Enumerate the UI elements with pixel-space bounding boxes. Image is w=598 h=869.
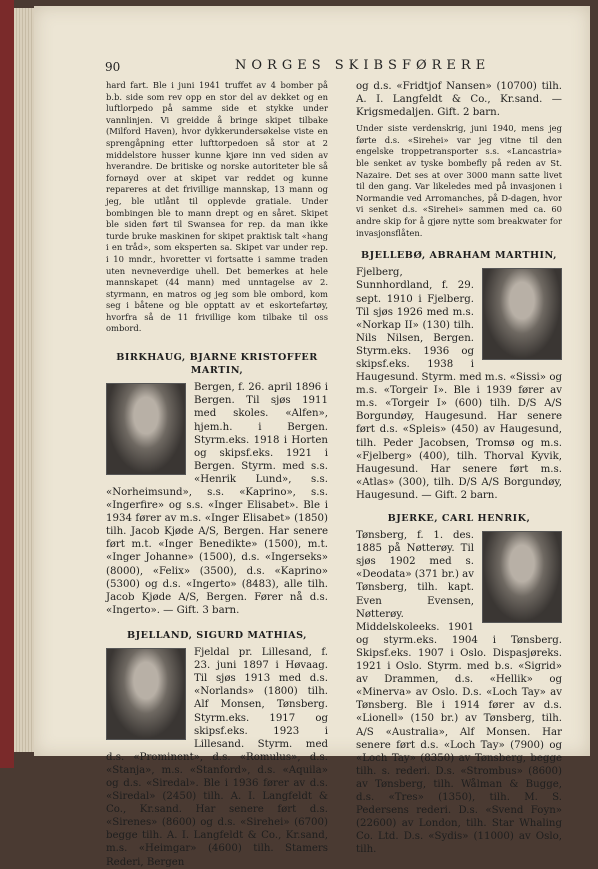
entry-heading-bjelland: BJELLAND, SIGURD MATHIAS, xyxy=(126,629,308,641)
portrait-bjelland-photo xyxy=(106,648,186,740)
entry-bjellebo xyxy=(356,266,562,502)
wartime-note: Under siste verdenskrig, juni 1940, mens jeg førte d.s. «Sirehei» var jeg vitne til den engelske troppetransporter s.s. «Lancastria» ble senket av tyske bombefly på reden av St. Nazaire. Det ses at over 3000 mann satte livet til den gang. Var likeledes med på invasjonen i Normandie ved Arromanches, på D-dagen, hvor vi senket d.s. «Sirehei» sammen med ca. 60 andre skip for å gjøre nytte som breakwater for invasjonsflåten. xyxy=(356,123,562,238)
portrait-bjerke-photo xyxy=(482,531,562,623)
book-spine xyxy=(0,0,14,768)
entry-bjerke xyxy=(356,529,562,856)
entry-heading-birkhaug: BIRKHAUG, BJARNE KRISTOFFER MARTIN, xyxy=(116,352,318,377)
entry-text-bjellebo: Fjelberg, Sunnhordland, f. 29. sept. 1910 i Fjelberg. Til sjøs 1926 med m.s. «Norkap II» (130) tilh. Nils Nilsen, Bergen. Styrm.eks. 1936 og skipsf.eks. 1938 i Haugesund. Styrm. med m.s. «Sissi» og m.s. «Torgeir I». Ble i 1939 fører av m.s. «Torgeir I» (600) tilh. D/S A/S Borgundøy, Haugesund. Har senere ført d.s. «Spleis» (450) av Haugesund, tilh. Peder Jacobsen, Tromsø og m.s. «Fjelberg» (400), tilh. Thorval Kyvik, Haugesund. Har senere ført m.s. «Atlas» (300), tilh. D/S A/S Borgundøy, Haugesund. — Gift. 2 barn. xyxy=(356,267,562,501)
entry-heading-bjellebo: BJELLEBØ, ABRAHAM MARTHIN, xyxy=(360,250,558,262)
portrait-bjellebo-photo xyxy=(482,268,562,360)
entry-bjelland xyxy=(106,646,328,869)
right-continued-text: og d.s. «Fridtjof Nansen» (10700) tilh. A. I. Langfeldt & Co., Kr.sand. — Krigsmedaljen. Gift. 2 barn. xyxy=(356,81,562,119)
left-column xyxy=(106,80,328,869)
page-number: 90 xyxy=(105,60,121,74)
right-column xyxy=(356,80,562,856)
portrait-birkhaug-photo xyxy=(106,383,186,475)
entry-heading-bjerke: BJERKE, CARL HENRIK, xyxy=(387,513,531,524)
page-edges xyxy=(14,8,36,752)
entry-text-birkhaug: Bergen, f. 26. april 1896 i Bergen. Til sjøs 1911 med skoles. «Alfen», hjem.h. i Bergen. Styrm.eks. 1918 i Horten og skipsf.eks. 1921 i Bergen. Styrm. med s.s. «Henrik Lund», s.s. «Norheimsund», s.s. «Kaprino», s.s. «Ingerfire» og s.s. «Inger Elisabet». Ble i 1934 fører av m.s. «Inger Elisabet» (1850) tilh. Jacob Kjøde A/S, Bergen. Har senere ført m.t. «Inger Benedikte» (1500), m.t. «Inger Johanne» (1500), d.s. «Ingerseks» (8000), «Felix» (3500), d.s. «Kaprino» (5300) og d.s. «Ingerto» (8483), alle tilh. Jacob Kjøde A/S, Bergen. Fører nå d.s. «Ingerto». — Gift. 3 barn. xyxy=(106,382,328,616)
running-title: NORGES SKIBSFØRERE xyxy=(235,58,491,73)
entry-text-bjerke: Tønsberg, f. 1. des. 1885 på Nøtterøy. Til sjøs 1902 med s. «Deodata» (371 br.) av Tønsberg, tilh. kapt. Even Evensen, Nøtterøy. Middelskoleeks. 1901 og styrm.eks. 1904 i Tønsberg. Skipsf.eks. 1907 i Oslo. Dispasjøreks. 1921 i Oslo. Styrm. med b.s. «Sigrid» av Drammen, d.s. «Hellik» og «Minerva» av Oslo. D.s. «Loch Tay» av Tønsberg. Ble i 1914 fører av d.s. «Lionell» (150 br.) av Tønsberg, tilh. A/S «Australia», Alf Monsen. Har senere ført d.s. «Loch Tay» (7900) og «Loch Tay» (8350) av Tønsberg, begge tilh. s. rederi. D.s. «Strombus» (8600) av Tønsberg, tilh. Wålman & Bugge, d.s. «Tres» (1350), tilh. M. S. Pedersens rederi. D.s. «Svend Foyn» (22600) av London, tilh. Star Whaling Co. Ltd. D.s. «Sydis» (11000) av Oslo, tilh. xyxy=(356,530,562,856)
entry-text-bjelland: Fjeldal pr. Lillesand, f. 23. juni 1897 i Høvaag. Til sjøs 1913 med d.s. «Norlands» (1800) tilh. Alf Monsen, Tønsberg. Styrm.eks. 1917 og skipsf.eks. 1923 i Lillesand. Styrm. med d.s. «Prominent», d.s. «Romulus», d.s. «Stanja», m.s. «Stanford», d.s. «Aquila» og d.s. «Siredal». Ble i 1936 fører av d.s. «Siredal» (2450) tilh. A. I. Langfeldt & Co., Kr.sand. Har senere ført d.s. «Sirenes» (8600) og d.s. «Sirehei» (6700) begge tilh. A. I. Langfeldt & Co., Kr.sand, m.s. «Heimgar» (4600) tilh. Stamers Rederi, Bergen xyxy=(106,647,328,868)
left-continued-text: hard fart. Ble i juni 1941 truffet av 4 bomber på b.b. side som rev opp en stor del av dekket og en luftlorpedo på samme side et stykke under vannlinjen. Vi greidde å bringe skipet tilbake (Milford Haven), hvor dykkerundersøkelse viste en sprengåpning etter lufttorpedoen så stor at 2 middelstore husser kunne kjøre inn ved siden av hverandre. De britiske og norske autoriteter ble så fornøyd over at skipet var reddet og kunne repareres at det frivillige mannskap, 13 mann og jeg, ble utlånt til opplevde gratiale. Under bombingen ble to mann drept og en såret. Skipet ble siden ført til Swansea for rep. da man ikke turde bruke maskinen for skipet praktisk talt «hang i en tråd», som eksperten sa. Skipet var under rep. i 10 mndr., hvoretter vi fortsatte i samme traden uten nevneverdige uhell. Det bemerkes at hele mannskapet (44 mann) med unntagelse av 2. styrmann, en matros og jeg som ble ombord, kom seg i båtene og ble opptatt av et eskortefartøy, hvorfra så de 11 frivillige kom tilbake til oss ombord. xyxy=(106,80,328,334)
entry-birkhaug xyxy=(106,381,328,617)
